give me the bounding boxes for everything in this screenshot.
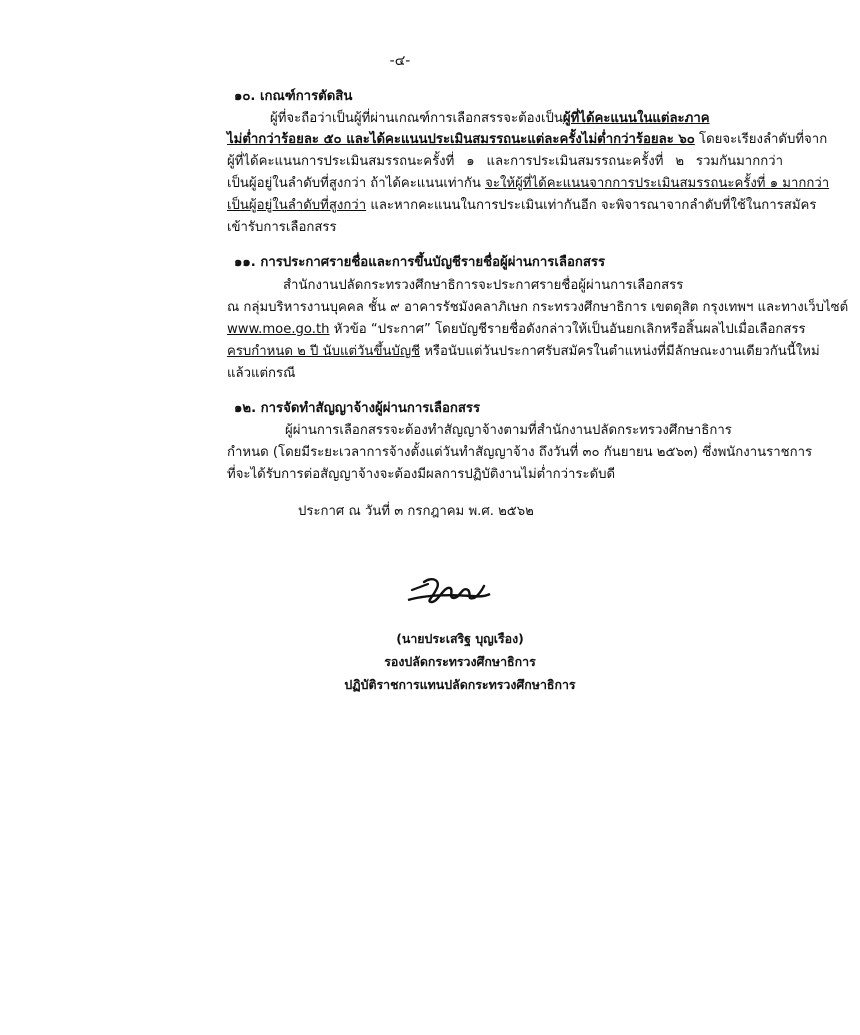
section-10-line-3: ผู้ที่ได้คะแนนการประเมินสมรรถนะครั้งที่ ๑ และการประเมินสมรรถนะครั้งที่ ๒ รวมกันมากกว่า [227,154,783,169]
section-11-line-5: แล้วแต่กรณี [227,366,296,381]
section-10-line-5-text: และหากคะแนนในการประเมินเท่ากันอีก จะพิจารณาจากลำดับที่ใช้ในการสมัคร [366,198,817,213]
section-10-line-1-text: ผู้ที่จะถือว่าเป็นผู้ที่ผ่านเกณฑ์การเลือกสรรจะต้องเป็น [270,111,563,126]
section-11-line-3-text: หัวข้อ “ประกาศ” โดยบัญชีรายชื่อดังกล่าวให้เป็นอันยกเลิกหรือสิ้นผลไปเมื่อเลือกสรร [329,322,806,337]
section-11-line-4 [227,343,820,361]
handwritten-signature-icon [402,572,492,612]
section-10-line-2-emphasis: ไม่ต่ำกว่าร้อยละ ๕๐ และได้คะแนนประเมินสมรรถนะแต่ละครั้งไม่ต่ำกว่าร้อยละ ๖๐ [227,132,695,147]
section-12-line-2: กำหนด (โดยมีระยะเวลาการจ้างตั้งแต่วันทำสัญญาจ้าง ถึงวันที่ ๓๐ กันยายน ๒๕๖๓) ซึ่งพนักงานราชการ [227,445,813,460]
section-10-line-4-emphasis: จะให้ผู้ที่ได้คะแนนจากการประเมินสมรรถนะครั้งที่ ๑ มากกว่า [485,176,830,191]
section-10-line-2 [227,131,828,149]
announcement-date: ประกาศ ณ วันที่ ๓ กรกฎาคม พ.ศ. ๒๕๖๒ [298,504,534,519]
section-11-line-4-text: หรือนับแต่วันประกาศรับสมัครในตำแหน่งที่มีลักษณะงานเดียวกันนี้ใหม่ [420,344,820,359]
section-11-line-3 [227,321,806,339]
section-10-line-1-emphasis: ผู้ที่ได้คะแนนในแต่ละภาค [562,111,710,126]
section-12-line-3: ที่จะได้รับการต่อสัญญาจ้างจะต้องมีผลการปฏิบัติงานไม่ต่ำกว่าระดับดี [227,467,616,482]
section-10-line-5-emphasis: เป็นผู้อยู่ในลำดับที่สูงกว่า [227,198,367,213]
section-10-line-4-text: เป็นผู้อยู่ในลำดับที่สูงกว่า ถ้าได้คะแนนเท่ากัน [227,176,486,191]
section-10-line-6: เข้ารับการเลือกสรร [227,220,337,235]
section-12-heading: ๑๒. การจัดทำสัญญาจ้างผู้ผ่านการเลือกสรร [234,401,481,416]
signatory-title-2: ปฏิบัติราชการแทนปลัดกระทรวงศึกษาธิการ [344,677,576,692]
section-10-line-5 [227,197,817,215]
signatory-name: (นายประเสริฐ บุญเรือง) [396,631,524,646]
section-11-heading: ๑๑. การประกาศรายชื่อและการขึ้นบัญชีรายชื่อผู้ผ่านการเลือกสรร [234,255,606,270]
signatory-title-1: รองปลัดกระทรวงศึกษาธิการ [384,654,536,669]
section-11-line-2: ณ กลุ่มบริหารงานบุคคล ชั้น ๙ อาคารรัชมังคลาภิเษก กระทรวงศึกษาธิการ เขตดุสิต กรุงเทพฯ และทางเว็บไซต์ [227,300,849,315]
section-10-line-2-text: โดยจะเรียงลำดับที่จาก [694,132,828,147]
section-10-line-1 [270,110,783,128]
page-number: -๔- [389,53,411,69]
section-12-line-1: ผู้ผ่านการเลือกสรรจะต้องทำสัญญาจ้างตามที่สำนักงานปลัดกระทรวงศึกษาธิการ [285,423,732,438]
section-11-line-1: สำนักงานปลัดกระทรวงศึกษาธิการจะประกาศรายชื่อผู้ผ่านการเลือกสรร [283,278,684,293]
website-link[interactable]: www.moe.go.th [227,322,330,337]
section-10-heading: ๑๐. เกณฑ์การตัดสิน [234,89,353,104]
section-10-line-4 [227,175,830,193]
section-11-line-4-emphasis: ครบกำหนด ๒ ปี นับแต่วันขึ้นบัญชี [227,344,421,359]
